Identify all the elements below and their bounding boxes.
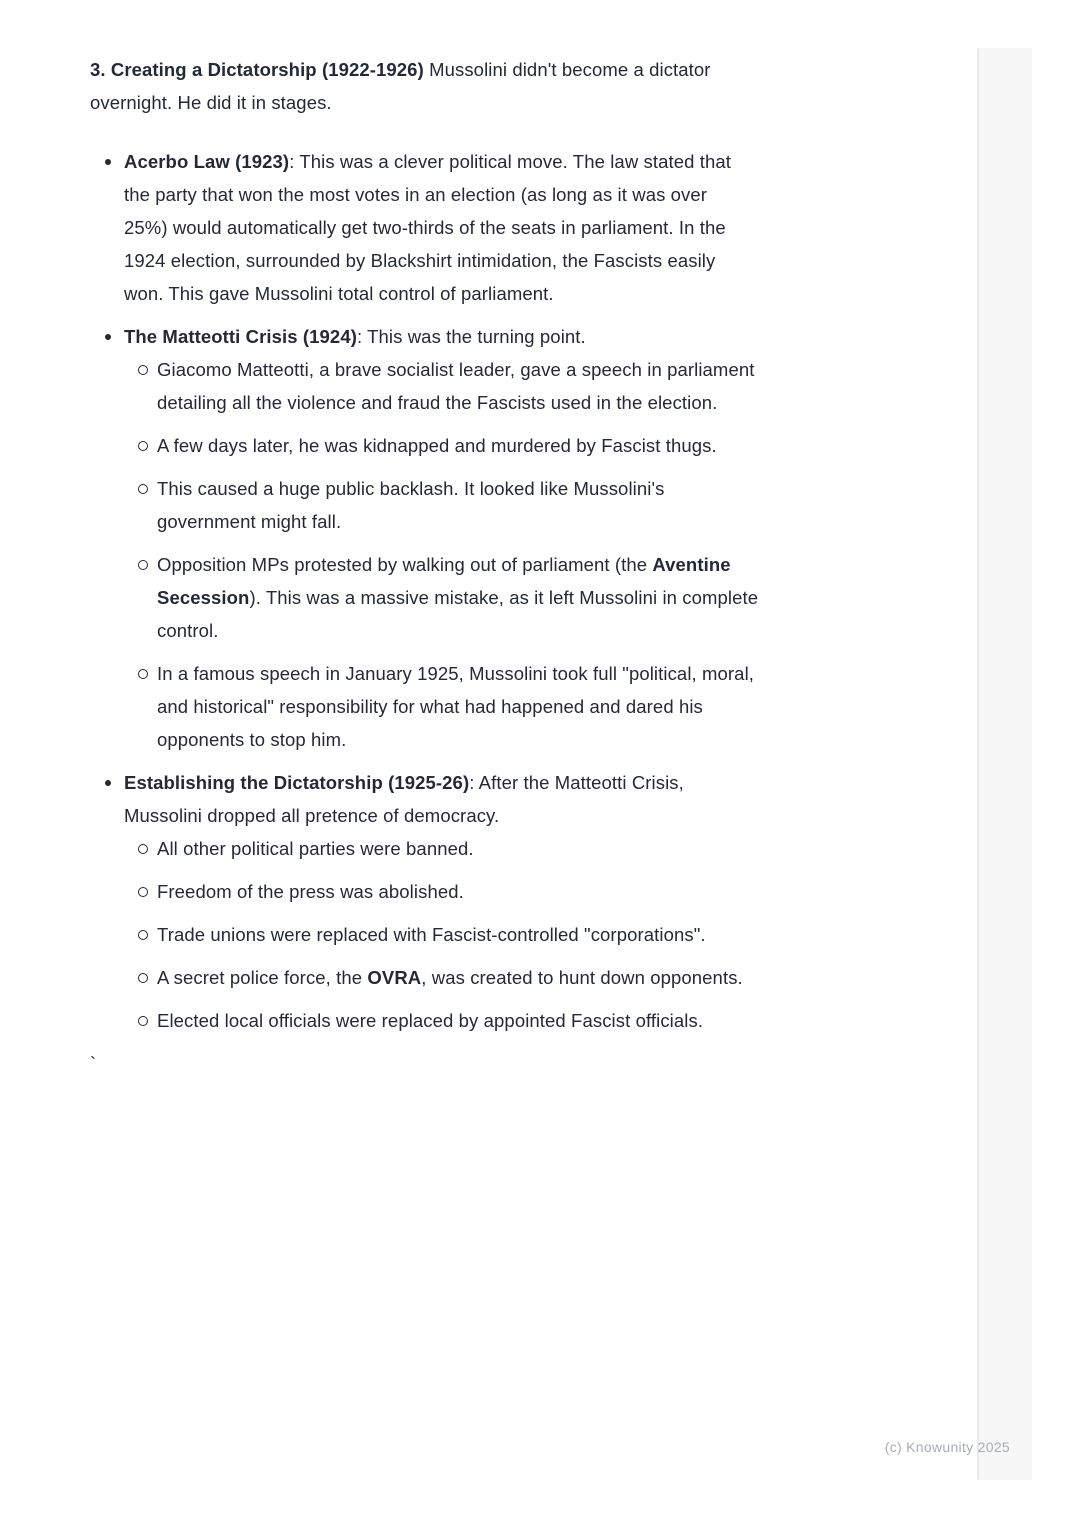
list-item [124, 472, 970, 538]
list-item [124, 657, 970, 756]
text-run: Mussolini dropped all pretence of democracy. [124, 805, 500, 826]
paragraph [90, 1047, 970, 1080]
bold-text-run: The Matteotti Crisis (1924) [124, 326, 357, 347]
list-item [124, 918, 970, 951]
list-item [124, 353, 970, 419]
text-run: ). This was a massive mistake, as it left Mussolini in complete [249, 587, 759, 608]
text-run: Mussolini didn't become a dictator [423, 59, 711, 80]
text-run: A secret police force, the [157, 967, 368, 988]
note-content [90, 53, 970, 1080]
text-run: Giacomo Matteotti, a brave socialist leader, gave a speech in parliament [157, 359, 755, 380]
text-run: Elected local officials were replaced by appointed Fascist officials. [157, 1010, 704, 1031]
text-run: government might fall. [157, 511, 342, 532]
bold-text-run: Establishing the Dictatorship (1925-26) [124, 772, 470, 793]
text-run: and historical" responsibility for what had happened and dared his [157, 696, 703, 717]
text-run: overnight. He did it in stages. [90, 92, 332, 113]
paragraph [90, 53, 970, 119]
list-item [124, 875, 970, 908]
list-item [90, 320, 970, 756]
list-item [124, 832, 970, 865]
text-run: Freedom of the press was abolished. [157, 881, 464, 902]
text-run: 1924 election, surrounded by Blackshirt intimidation, the Fascists easily [124, 250, 716, 271]
text-run: In a famous speech in January 1925, Mussolini took full "political, moral, [157, 663, 755, 684]
scrollbar-track[interactable] [977, 48, 1032, 1480]
list-item [124, 548, 970, 647]
text-run: Trade unions were replaced with Fascist-controlled "corporations". [157, 924, 706, 945]
text-run: This caused a huge public backlash. It looked like Mussolini's [157, 478, 665, 499]
list-item [124, 429, 970, 462]
text-run: ` [90, 1053, 97, 1074]
bold-text-run: Acerbo Law (1923) [124, 151, 290, 172]
list-item [90, 766, 970, 1037]
text-run: 25%) would automatically get two-thirds of the seats in parliament. In the [124, 217, 726, 238]
list-item [124, 1004, 970, 1037]
text-run: detailing all the violence and fraud the Fascists used in the election. [157, 392, 718, 413]
text-run: control. [157, 620, 219, 641]
text-run: , was created to hunt down opponents. [421, 967, 743, 988]
text-run: opponents to stop him. [157, 729, 347, 750]
text-run: the party that won the most votes in an election (as long as it was over [124, 184, 708, 205]
bold-text-run: 3. Creating a Dictatorship (1922-1926) [90, 59, 424, 80]
bullet-list [124, 832, 970, 1037]
bold-text-run: Aventine [652, 554, 731, 575]
text-run: : This was the turning point. [356, 326, 586, 347]
text-run: won. This gave Mussolini total control of parliament. [124, 283, 554, 304]
copyright-watermark: (c) Knowunity 2025 [884, 1439, 1010, 1455]
bold-text-run: OVRA [367, 967, 422, 988]
text-run: : After the Matteotti Crisis, [469, 772, 684, 793]
text-run: : This was a clever political move. The law stated that [289, 151, 732, 172]
bullet-list [90, 145, 970, 1037]
bold-text-run: Secession [157, 587, 250, 608]
text-run: All other political parties were banned. [157, 838, 474, 859]
text-run: A few days later, he was kidnapped and murdered by Fascist thugs. [157, 435, 717, 456]
text-run: Opposition MPs protested by walking out of parliament (the [157, 554, 653, 575]
bullet-list [124, 353, 970, 756]
list-item [124, 961, 970, 994]
list-item [90, 145, 970, 310]
